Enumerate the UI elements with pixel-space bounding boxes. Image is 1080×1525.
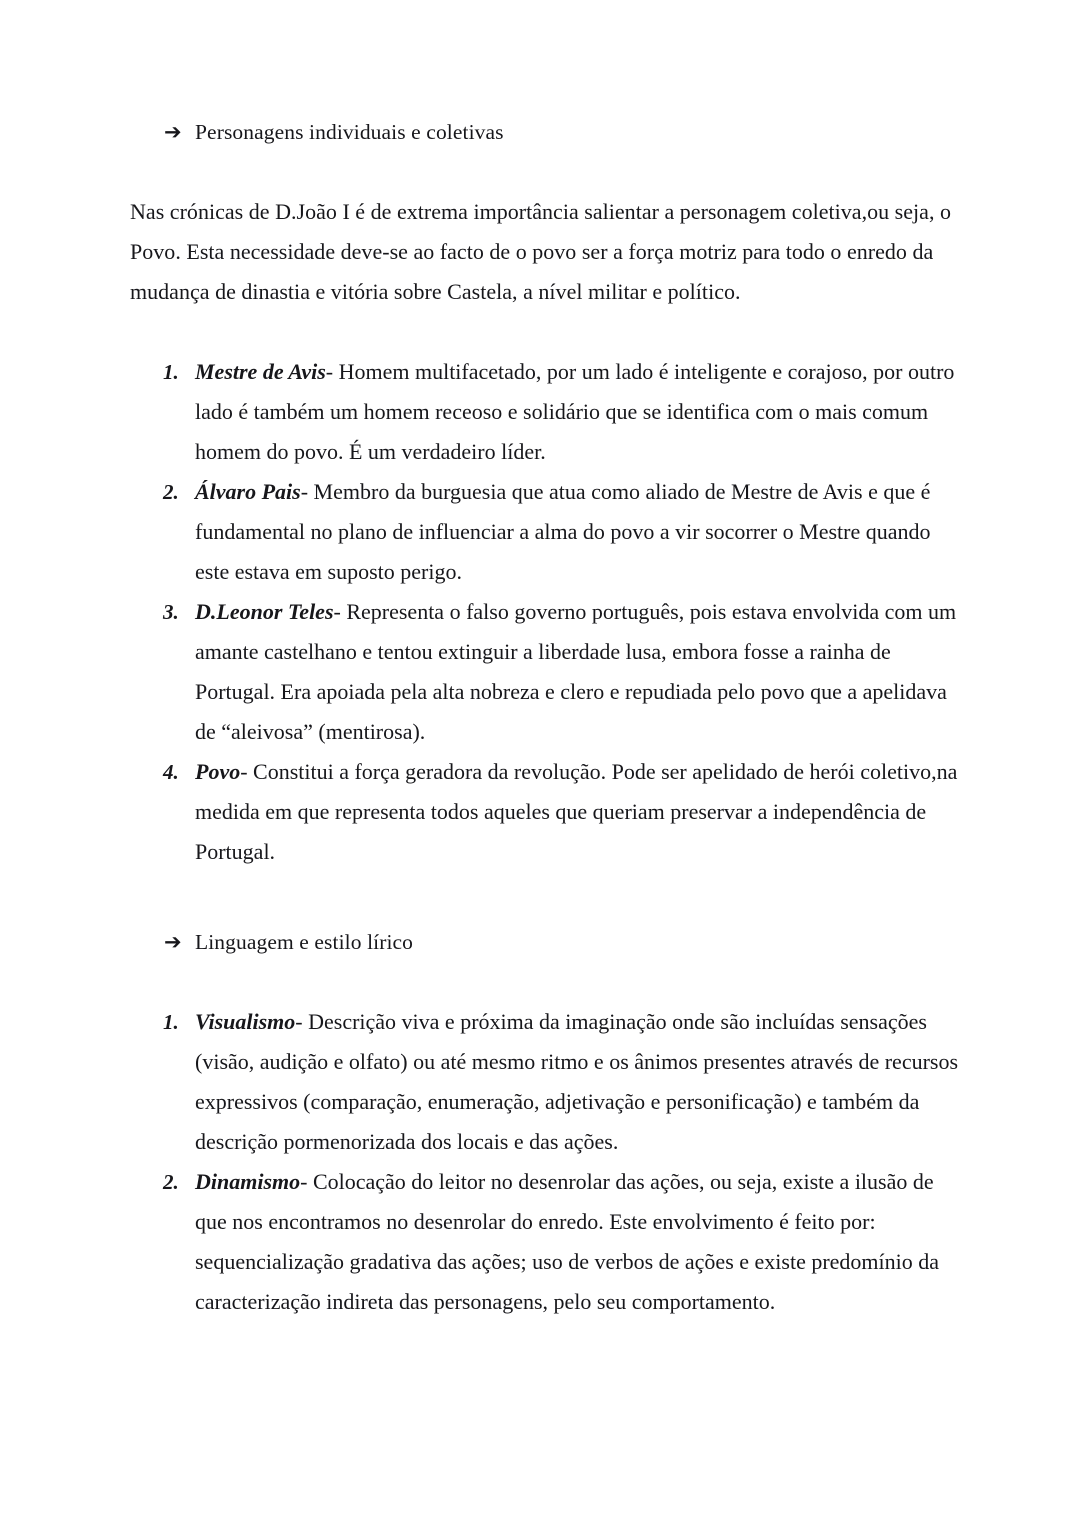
section-heading-label: Personagens individuais e coletivas bbox=[195, 120, 504, 144]
list-item-term: Visualismo bbox=[195, 1009, 296, 1034]
list-item-term: Álvaro Pais bbox=[195, 479, 301, 504]
list-item bbox=[130, 1002, 960, 1162]
section-heading-linguagem bbox=[130, 922, 960, 962]
arrow-bullet-icon: ➔ bbox=[164, 930, 182, 954]
document-content bbox=[130, 112, 960, 1322]
list-marker: 4. bbox=[163, 760, 179, 784]
spacer bbox=[130, 312, 960, 352]
list-item-term: D.Leonor Teles bbox=[195, 599, 334, 624]
list-marker: 2. bbox=[163, 1170, 179, 1194]
list-item-text: - Membro da burguesia que atua como aliado de Mestre de Avis e que é fundamental no plano de influenciar a alma do povo a vir socorrer o Mestre quando este estava em suposto perigo. bbox=[195, 479, 931, 584]
list-marker: 1. bbox=[163, 360, 179, 384]
personagens-list bbox=[130, 352, 960, 872]
list-item bbox=[130, 752, 960, 872]
list-item-text: - Representa o falso governo português, pois estava envolvida com um amante castelhano e tentou extinguir a liberdade lusa, embora fosse a rainha de Portugal. Era apoiada pela alta nobreza e clero e repudiada pelo povo que a apelidava de “aleivosa” (mentirosa). bbox=[195, 599, 957, 744]
list-marker: 1. bbox=[163, 1010, 179, 1034]
list-item-text: - Constitui a força geradora da revolução. Pode ser apelidado de herói coletivo,na medida em que representa todos aqueles que queriam preservar a independência de Portugal. bbox=[195, 759, 958, 864]
list-item-term: Dinamismo bbox=[195, 1169, 301, 1194]
list-marker: 3. bbox=[163, 600, 179, 624]
list-item-term: Mestre de Avis bbox=[195, 359, 326, 384]
list-item bbox=[130, 1162, 960, 1322]
list-item-text: - Descrição viva e próxima da imaginação onde são incluídas sensações (visão, audição e olfato) ou até mesmo ritmo e os ânimos presentes através de recursos expressivos (comparação, enumeração, adjetivação e personificação) e também da descrição pormenorizada dos locais e das ações. bbox=[195, 1009, 959, 1154]
list-marker: 2. bbox=[163, 480, 179, 504]
list-item bbox=[130, 472, 960, 592]
spacer bbox=[130, 152, 960, 192]
linguagem-list bbox=[130, 1002, 960, 1322]
list-item-text: - Colocação do leitor no desenrolar das ações, ou seja, existe a ilusão de que nos encontramos no desenrolar do enredo. Este envolvimento é feito por: sequencialização gradativa das ações; uso de verbos de ações e existe predomínio da caracterização indireta das personagens, pelo seu comportamento. bbox=[195, 1169, 940, 1314]
section-heading-label: Linguagem e estilo lírico bbox=[195, 930, 414, 954]
arrow-bullet-icon: ➔ bbox=[164, 120, 182, 144]
list-item-text: - Homem multifacetado, por um lado é inteligente e corajoso, por outro lado é também um homem receoso e solidário que se identifica com o mais comum homem do povo. É um verdadeiro líder. bbox=[195, 359, 955, 464]
list-item bbox=[130, 352, 960, 472]
section-heading-personagens bbox=[130, 112, 960, 152]
spacer bbox=[130, 872, 960, 922]
list-item bbox=[130, 592, 960, 752]
list-item-term: Povo bbox=[195, 759, 241, 784]
intro-paragraph: Nas crónicas de D.João I é de extrema importância salientar a personagem coletiva,ou seja, o Povo. Esta necessidade deve-se ao facto de o povo ser a força motriz para todo o enredo da mudança de dinastia e vitória sobre Castela, a nível militar e político. bbox=[130, 199, 952, 304]
spacer bbox=[130, 962, 960, 1002]
